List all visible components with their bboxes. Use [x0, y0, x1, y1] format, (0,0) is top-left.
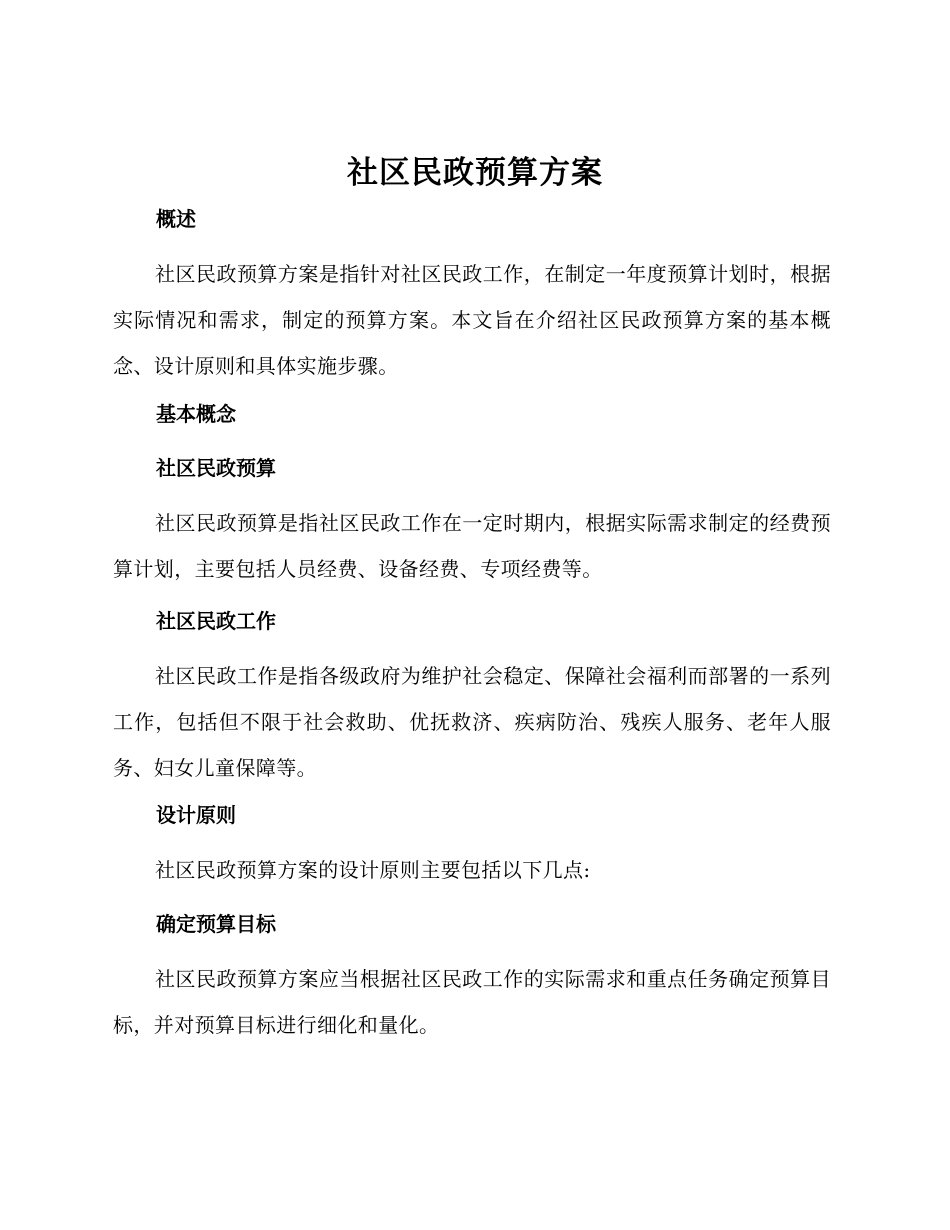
paragraph-budget-goals: 社区民政预算方案应当根据社区民政工作的实际需求和重点任务确定预算目标，并对预算目标进行细化和量化。: [113, 967, 831, 1037]
section-heading-basic-concepts: 基本概念: [156, 402, 236, 426]
paragraph-overview: 社区民政预算方案是指针对社区民政工作，在制定一年度预算计划时，根据实际情况和需求，制定的预算方案。本文旨在介绍社区民政预算方案的基本概念、设计原则和具体实施步骤。: [113, 262, 831, 378]
paragraph-community-budget: 社区民政预算是指社区民政工作在一定时期内，根据实际需求制定的经费预算计划，主要包括人员经费、设备经费、专项经费等。: [113, 511, 831, 581]
document-title: 社区民政预算方案: [347, 155, 603, 191]
section-heading-overview: 概述: [156, 207, 196, 231]
paragraph-community-work: 社区民政工作是指各级政府为维护社会稳定、保障社会福利而部署的一系列工作，包括但不限于社会救助、优抚救济、疾病防治、残疾人服务、老年人服务、妇女儿童保障等。: [113, 664, 831, 780]
paragraph-design-principles: 社区民政预算方案的设计原则主要包括以下几点:: [155, 858, 591, 882]
subheading-community-budget: 社区民政预算: [156, 456, 276, 480]
subheading-community-work: 社区民政工作: [156, 609, 276, 633]
subheading-budget-goals: 确定预算目标: [156, 912, 276, 936]
section-heading-design-principles: 设计原则: [156, 803, 236, 827]
